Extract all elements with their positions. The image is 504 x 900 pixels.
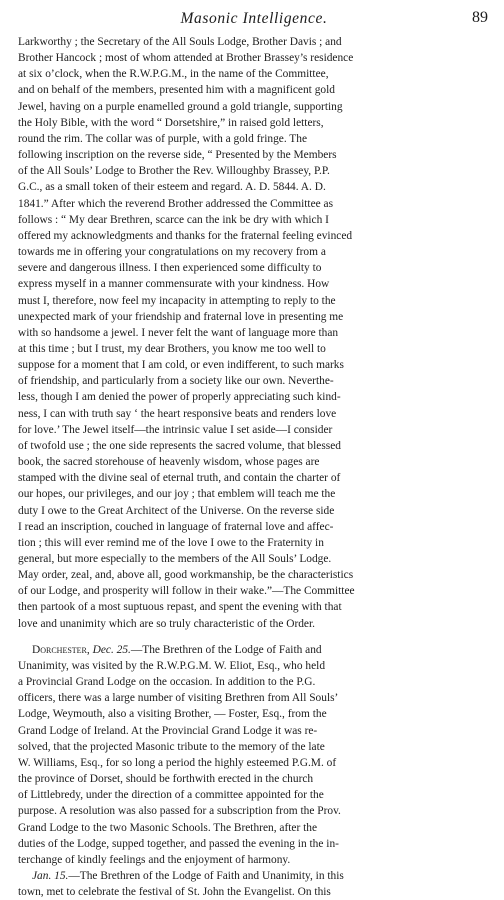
text-line: towards me in offering your congratulations on my recovery from a [18,246,326,259]
text-line: following inscription on the reverse side, “ Presented by the Members [18,149,337,162]
text-line: severe and dangerous illness. I then experienced some difficulty to [18,262,322,275]
text-line: with so handsome a jewel. I never felt the want of language more than [18,326,339,339]
text-line: at six o’clock, when the R.W.P.G.M., in the name of the Committee, [18,68,329,81]
place-name: Dorchester, [32,643,90,656]
text-line: the province of Dorset, should be forthwith erected in the church [18,773,314,786]
text-line: officers, there was a large number of visiting Brethren from All Souls’ [18,692,339,705]
text-line: Grand Lodge of Ireland. At the Provincial Grand Lodge it was re- [18,724,318,737]
text-line: of Littlebredy, under the direction of a committee appointed for the [18,789,324,802]
text-line: terchange of kindly feelings and the enjoyment of harmony. [18,853,291,866]
text-line: of our Lodge, and prosperity will follow in their wake.”—The Committee [18,585,355,598]
paragraph-brassey-jewel [18,34,490,632]
text-line: our hopes, our privileges, and our joy ; that emblem will teach me the [18,488,336,501]
text-line: the Holy Bible, with the word “ Dorsetshire,” in raised gold letters, [18,116,324,129]
text-line: for love.’ The Jewel itself—the intrinsic value I set aside—I consider [18,423,333,436]
text-line: Lodge, Weymouth, also a visiting Brother, — Foster, Esq., from the [18,708,327,721]
page-number: 89 [472,9,488,26]
paragraph-gap [18,632,490,642]
text-line: G.C., as a small token of their esteem and regard. A. D. 5844. A. D. [18,181,326,194]
text-line: book, the sacred storehouse of heavenly wisdom, whose pages are [18,456,320,469]
text-line: stamped with the divine seal of eternal truth, and contain the charter of [18,472,341,485]
text-line: solved, that the projected Masonic tribute to the memory of the late [18,740,325,753]
text-line: of the All Souls’ Lodge to Brother the Rev. Willoughby Brassey, P.P. [18,165,330,178]
text-line: round the rim. The collar was of purple, with a gold fringe. The [18,132,308,145]
text-line: of friendship, and particularly from a society like our own. Neverthe- [18,375,334,388]
article-body [18,34,490,900]
text-line: duty I owe to the Great Architect of the Universe. On the reverse side [18,504,335,517]
text-line: and on behalf of the members, presented him with a magnificent gold [18,84,335,97]
text-line: offered my acknowledgments and thanks for the fraternal feeling evinced [18,229,353,242]
page-header [18,8,490,34]
text-line: general, but more especially to the members of the All Souls’ Lodge. [18,553,332,565]
line-text: —The Brethren of the Lodge of Faith and [130,643,322,656]
text-line: suppose for a moment that I am cold, or even indifferent, to such marks [18,359,344,372]
text-line: express myself in a manner commensurate with your kindness. How [18,278,330,291]
text-line: of twofold use ; the one side represents the sacred volume, that blessed [18,439,341,452]
text-line: at this time ; but I trust, my dear Brothers, you know me too well to [18,342,326,355]
date-label: Dec. 25. [92,643,131,656]
text-line: unexpected mark of your friendship and fraternal love in presenting me [18,310,344,323]
text-line: tion ; this will ever remind me of the love I owe to the Fraternity in [18,536,324,549]
text-line: follows : “ My dear Brethren, scarce can the ink be dry with which I [18,213,329,226]
text-line [18,642,490,658]
text-line: Brother Hancock ; most of whom attended at Brother Brassey’s residence [18,52,354,65]
text-line: ness, I can with truth say ‘ the heart responsive beats and renders love [18,407,337,420]
text-line: duties of the Lodge, supped together, and passed the evening in the in- [18,837,339,850]
paragraph-jan-15 [18,868,490,900]
text-line: less, though I am denied the power of properly appreciating such kind- [18,391,341,404]
text-line: must I, therefore, now feel my incapacity in attempting to reply to the [18,294,336,307]
text-line: town, met to celebrate the festival of St. John the Evangelist. On this [18,886,331,899]
date-label: Jan. 15. [32,869,69,882]
text-line: a Provincial Grand Lodge on the occasion. In addition to the P.G. [18,676,316,689]
paragraph-dorchester-dec-25 [18,642,490,868]
text-line: love and unanimity which are so truly characteristic of the Order. [18,617,316,630]
text-line: W. Williams, Esq., for so long a period the highly esteemed P.G.M. of [18,756,337,769]
text-line: then partook of a most suptuous repast, and spent the evening with that [18,601,342,614]
text-line: Unanimity, was visited by the R.W.P.G.M. W. Eliot, Esq., who held [18,659,326,672]
text-line: May order, zeal, and, above all, good workmanship, be the characteristics [18,569,354,582]
text-line: 1841.” After which the reverend Brother addressed the Committee as [18,197,334,210]
text-line: purpose. A resolution was also passed for a subscription from the Prov. [18,805,341,818]
text-line: Larkworthy ; the Secretary of the All Souls Lodge, Brother Davis ; and [18,36,342,48]
text-line: I read an inscription, couched in language of fraternal love and affec- [18,520,334,533]
running-head: Masonic Intelligence. [180,10,328,27]
text-line: Grand Lodge to the two Masonic Schools. The Brethren, after the [18,821,318,834]
text-line: Jewel, having on a purple enamelled ground a gold triangle, supporting [18,100,343,113]
line-text: —The Brethren of the Lodge of Faith and Unanimity, in this [68,869,344,882]
text-line [18,868,490,884]
